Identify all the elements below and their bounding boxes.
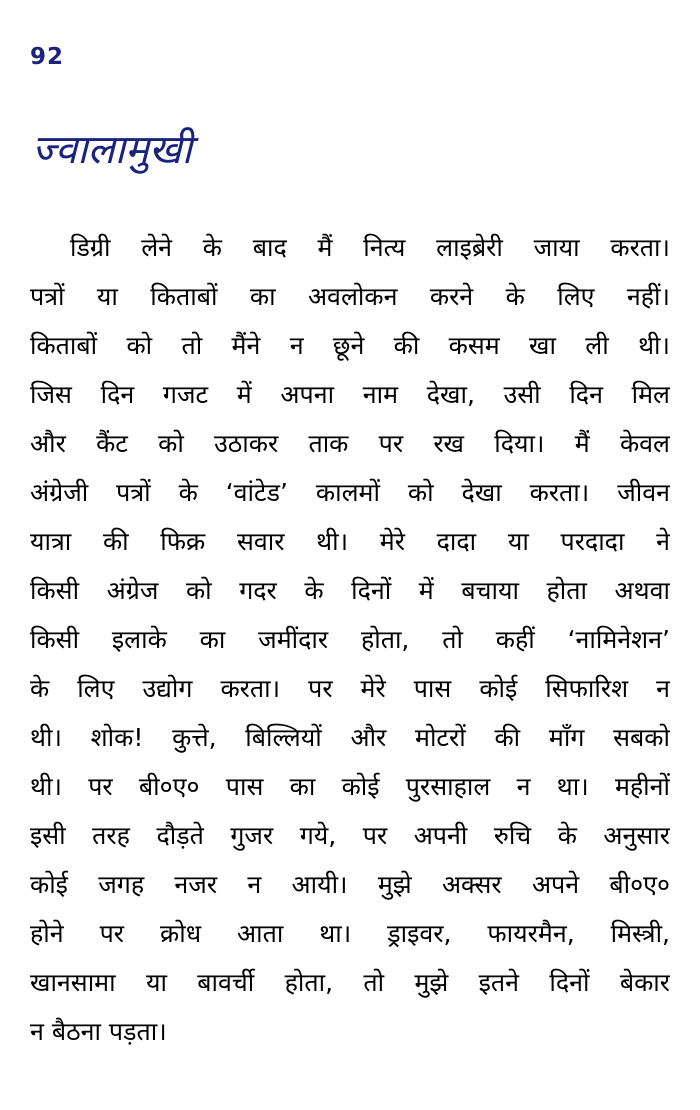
text-line: पत्रों या किताबों का अवलोकन करने के लिए नहीं।	[30, 282, 670, 311]
text-line: खानसामा या बावर्ची होता, तो मुझे इतने दिनों बेकार	[30, 968, 670, 997]
text-line: जिस दिन गजट में अपना नाम देखा, उसी दिन मिल	[30, 380, 670, 409]
text-line: किताबों को तो मैंने न छूने की कसम खा ली थी।	[30, 331, 670, 360]
text-line: थी। शोक! कुत्ते, बिल्लियों और मोटरों की माँग सबको	[30, 723, 670, 752]
text-line: डिग्री लेने के बाद मैं नित्य लाइब्रेरी जाया करता।	[70, 233, 670, 262]
page-number: 92	[30, 44, 65, 70]
text-line: और कैंट को उठाकर ताक पर रख दिया। मैं केवल	[30, 429, 670, 458]
text-line: थी। पर बी०ए० पास का कोई पुरसाहाल न था। महीनों	[30, 772, 670, 801]
text-line: किसी इलाके का जमींदार होता, तो कहीं ‘नामिनेशन’	[30, 625, 670, 654]
text-line: न बैठना पड़ता।	[30, 1017, 167, 1046]
text-line: होने पर क्रोध आता था। ड्राइवर, फायरमैन, मिस्त्री,	[30, 919, 670, 948]
body-paragraph	[30, 223, 670, 1056]
text-line: अंग्रेजी पत्रों के ‘वांटेड’ कालमों को देखा करता। जीवन	[30, 478, 670, 507]
text-line: कोई जगह नजर न आयी। मुझे अक्सर अपने बी०ए०	[30, 870, 670, 899]
text-line: किसी अंग्रेज को गदर के दिनों में बचाया होता अथवा	[30, 576, 670, 605]
text-line: के लिए उद्योग करता। पर मेरे पास कोई सिफारिश न	[30, 674, 670, 703]
text-line: इसी तरह दौड़ते गुजर गये, पर अपनी रुचि के अनुसार	[30, 821, 670, 850]
text-line: यात्रा की फिक्र सवार थी। मेरे दादा या परदादा ने	[30, 527, 670, 556]
chapter-title: ज्वालामुखी	[32, 127, 192, 173]
